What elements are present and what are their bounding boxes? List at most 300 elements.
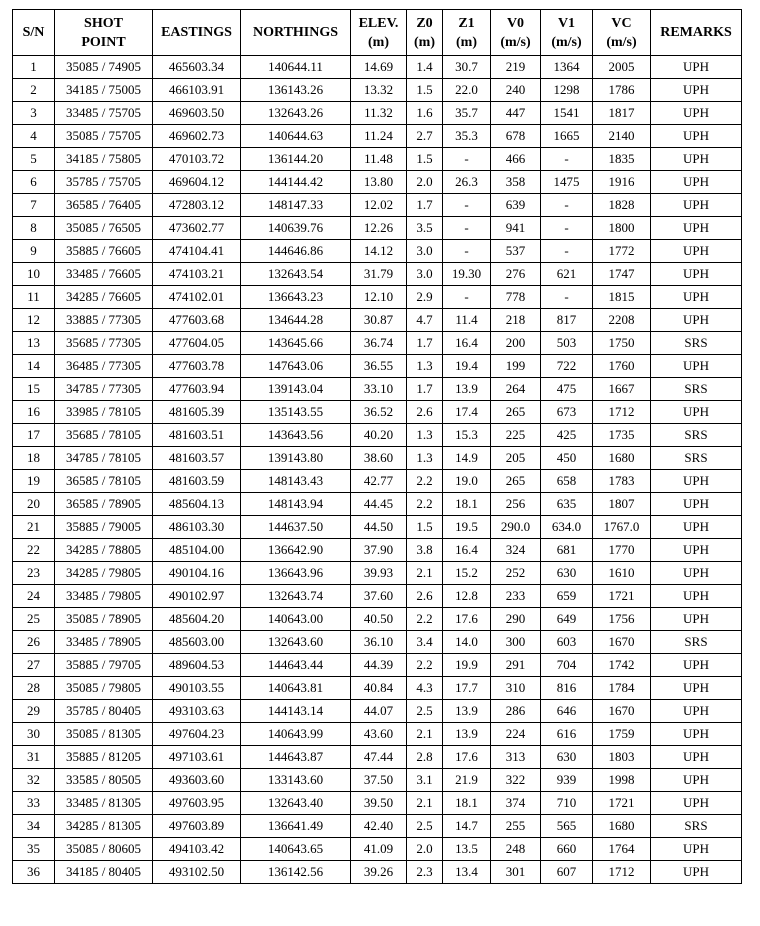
table-row	[13, 401, 742, 424]
table-cell-elevation: 11.24	[351, 125, 407, 148]
column-header-text: NORTHINGS	[252, 25, 339, 40]
table-cell-z1: 35.3	[443, 125, 491, 148]
table-cell-northings: 140643.81	[241, 677, 351, 700]
table-cell-v0: 265	[491, 401, 541, 424]
table-cell-shot-point: 36485 / 77305	[55, 355, 153, 378]
table-cell-northings: 136643.23	[241, 286, 351, 309]
table-cell-remarks: UPH	[651, 585, 742, 608]
table-cell-sn: 26	[13, 631, 55, 654]
table-cell-eastings: 494103.42	[153, 838, 241, 861]
table-cell-vc: 1772	[593, 240, 651, 263]
table-cell-sn: 8	[13, 217, 55, 240]
table-cell-v0: 219	[491, 56, 541, 79]
table-cell-vc: 1815	[593, 286, 651, 309]
table-cell-z0: 2.8	[407, 746, 443, 769]
table-row	[13, 286, 742, 309]
table-cell-eastings: 489604.53	[153, 654, 241, 677]
table-cell-vc: 1760	[593, 355, 651, 378]
table-cell-shot-point: 33585 / 80505	[55, 769, 153, 792]
table-cell-shot-point: 35785 / 80405	[55, 700, 153, 723]
table-cell-eastings: 497603.89	[153, 815, 241, 838]
table-cell-z0: 3.4	[407, 631, 443, 654]
column-header-shot-point	[55, 10, 153, 56]
table-cell-shot-point: 34285 / 81305	[55, 815, 153, 838]
table-cell-v0: 255	[491, 815, 541, 838]
table-cell-v1: -	[541, 286, 593, 309]
table-cell-sn: 9	[13, 240, 55, 263]
table-cell-v1: 565	[541, 815, 593, 838]
table-cell-elevation: 13.32	[351, 79, 407, 102]
survey-data-table	[12, 9, 742, 884]
table-cell-shot-point: 34185 / 75805	[55, 148, 153, 171]
table-cell-shot-point: 33485 / 78905	[55, 631, 153, 654]
table-row	[13, 562, 742, 585]
table-row	[13, 677, 742, 700]
table-cell-sn: 34	[13, 815, 55, 838]
table-cell-v0: 537	[491, 240, 541, 263]
column-header-text: V1	[557, 15, 576, 31]
table-cell-eastings: 497103.61	[153, 746, 241, 769]
table-row	[13, 332, 742, 355]
table-cell-sn: 4	[13, 125, 55, 148]
table-cell-shot-point: 36585 / 76405	[55, 194, 153, 217]
table-cell-v0: 678	[491, 125, 541, 148]
table-row	[13, 355, 742, 378]
table-cell-v0: 233	[491, 585, 541, 608]
table-cell-z0: 2.6	[407, 401, 443, 424]
table-cell-v0: 240	[491, 79, 541, 102]
table-cell-vc: 1770	[593, 539, 651, 562]
table-cell-z1: 14.9	[443, 447, 491, 470]
table-cell-elevation: 42.40	[351, 815, 407, 838]
table-cell-eastings: 465603.34	[153, 56, 241, 79]
table-cell-northings: 132643.74	[241, 585, 351, 608]
table-cell-eastings: 493103.63	[153, 700, 241, 723]
table-cell-z0: 2.0	[407, 838, 443, 861]
table-cell-v1: 646	[541, 700, 593, 723]
table-cell-z1: 15.2	[443, 562, 491, 585]
table-cell-v0: 447	[491, 102, 541, 125]
table-row	[13, 700, 742, 723]
table-cell-v0: 466	[491, 148, 541, 171]
column-header-text: (m/s)	[606, 34, 637, 50]
table-cell-remarks: UPH	[651, 240, 742, 263]
table-cell-vc: 1721	[593, 792, 651, 815]
table-cell-z1: -	[443, 194, 491, 217]
table-cell-z1: -	[443, 148, 491, 171]
column-header-v1	[541, 10, 593, 56]
table-cell-vc: 1742	[593, 654, 651, 677]
table-cell-vc: 1807	[593, 493, 651, 516]
table-cell-northings: 144637.50	[241, 516, 351, 539]
table-row	[13, 792, 742, 815]
table-cell-v1: 1364	[541, 56, 593, 79]
table-cell-elevation: 14.12	[351, 240, 407, 263]
table-cell-vc: 1998	[593, 769, 651, 792]
table-cell-z0: 1.4	[407, 56, 443, 79]
table-cell-vc: 1712	[593, 861, 651, 884]
table-cell-v0: 248	[491, 838, 541, 861]
column-header-text: V0	[506, 15, 525, 31]
table-cell-northings: 139143.80	[241, 447, 351, 470]
table-cell-northings: 132643.40	[241, 792, 351, 815]
table-cell-vc: 1764	[593, 838, 651, 861]
table-cell-z0: 2.1	[407, 562, 443, 585]
table-cell-v0: 290.0	[491, 516, 541, 539]
table-cell-elevation: 31.79	[351, 263, 407, 286]
table-cell-z0: 4.3	[407, 677, 443, 700]
table-cell-sn: 28	[13, 677, 55, 700]
table-cell-sn: 29	[13, 700, 55, 723]
table-cell-sn: 33	[13, 792, 55, 815]
table-cell-sn: 17	[13, 424, 55, 447]
table-cell-z1: 16.4	[443, 332, 491, 355]
table-cell-northings: 136643.96	[241, 562, 351, 585]
table-cell-remarks: UPH	[651, 102, 742, 125]
table-cell-remarks: UPH	[651, 355, 742, 378]
table-cell-v1: 634.0	[541, 516, 593, 539]
table-cell-z1: 13.9	[443, 378, 491, 401]
table-row	[13, 539, 742, 562]
table-cell-remarks: UPH	[651, 769, 742, 792]
header-row	[13, 10, 742, 56]
table-cell-z1: 17.6	[443, 608, 491, 631]
table-row	[13, 309, 742, 332]
table-cell-z1: 19.4	[443, 355, 491, 378]
table-cell-eastings: 486103.30	[153, 516, 241, 539]
table-cell-elevation: 47.44	[351, 746, 407, 769]
table-cell-sn: 5	[13, 148, 55, 171]
table-cell-shot-point: 34285 / 78805	[55, 539, 153, 562]
table-cell-vc: 1786	[593, 79, 651, 102]
table-cell-northings: 136642.90	[241, 539, 351, 562]
table-row	[13, 585, 742, 608]
table-cell-z1: 17.7	[443, 677, 491, 700]
table-cell-v1: 616	[541, 723, 593, 746]
table-cell-z1: 13.9	[443, 700, 491, 723]
table-cell-eastings: 469602.73	[153, 125, 241, 148]
table-cell-v0: 200	[491, 332, 541, 355]
table-cell-z1: 13.5	[443, 838, 491, 861]
column-header-text: Z0	[416, 15, 433, 31]
table-cell-sn: 19	[13, 470, 55, 493]
table-cell-eastings: 477604.05	[153, 332, 241, 355]
table-cell-elevation: 12.02	[351, 194, 407, 217]
table-cell-sn: 20	[13, 493, 55, 516]
table-cell-northings: 140639.76	[241, 217, 351, 240]
table-cell-northings: 132643.26	[241, 102, 351, 125]
table-cell-z1: 22.0	[443, 79, 491, 102]
table-cell-elevation: 37.90	[351, 539, 407, 562]
table-cell-eastings: 481603.51	[153, 424, 241, 447]
table-cell-v1: -	[541, 240, 593, 263]
table-row	[13, 171, 742, 194]
table-cell-vc: 1680	[593, 815, 651, 838]
table-row	[13, 493, 742, 516]
table-cell-z1: 30.7	[443, 56, 491, 79]
table-cell-v0: 358	[491, 171, 541, 194]
table-cell-z0: 2.1	[407, 723, 443, 746]
table-cell-northings: 144144.42	[241, 171, 351, 194]
table-cell-elevation: 38.60	[351, 447, 407, 470]
table-cell-z0: 1.6	[407, 102, 443, 125]
table-cell-elevation: 44.45	[351, 493, 407, 516]
table-cell-vc: 1835	[593, 148, 651, 171]
table-cell-elevation: 37.50	[351, 769, 407, 792]
table-cell-shot-point: 34185 / 75005	[55, 79, 153, 102]
table-cell-vc: 1756	[593, 608, 651, 631]
table-row	[13, 424, 742, 447]
table-row	[13, 56, 742, 79]
table-cell-eastings: 472803.12	[153, 194, 241, 217]
table-cell-z0: 2.2	[407, 470, 443, 493]
table-row	[13, 470, 742, 493]
table-cell-v1: 710	[541, 792, 593, 815]
table-cell-v1: 503	[541, 332, 593, 355]
table-cell-eastings: 490103.55	[153, 677, 241, 700]
column-header-z1	[443, 10, 491, 56]
table-row	[13, 769, 742, 792]
column-header-text: VC	[611, 15, 632, 31]
table-cell-sn: 6	[13, 171, 55, 194]
table-cell-elevation: 41.09	[351, 838, 407, 861]
table-cell-z1: 12.8	[443, 585, 491, 608]
table-cell-vc: 1784	[593, 677, 651, 700]
table-cell-sn: 1	[13, 56, 55, 79]
table-cell-shot-point: 35085 / 81305	[55, 723, 153, 746]
table-cell-remarks: UPH	[651, 194, 742, 217]
table-cell-z0: 2.0	[407, 171, 443, 194]
table-cell-eastings: 493603.60	[153, 769, 241, 792]
table-row	[13, 240, 742, 263]
table-cell-sn: 13	[13, 332, 55, 355]
table-cell-sn: 32	[13, 769, 55, 792]
table-cell-z1: 17.4	[443, 401, 491, 424]
table-cell-eastings: 485604.20	[153, 608, 241, 631]
table-cell-sn: 16	[13, 401, 55, 424]
table-row	[13, 194, 742, 217]
table-cell-z1: -	[443, 240, 491, 263]
table-cell-vc: 1817	[593, 102, 651, 125]
table-cell-v0: 256	[491, 493, 541, 516]
table-cell-elevation: 36.55	[351, 355, 407, 378]
table-cell-remarks: UPH	[651, 654, 742, 677]
table-cell-v0: 199	[491, 355, 541, 378]
table-cell-z1: 26.3	[443, 171, 491, 194]
table-cell-z0: 2.5	[407, 700, 443, 723]
table-cell-v0: 941	[491, 217, 541, 240]
table-cell-remarks: UPH	[651, 838, 742, 861]
table-cell-z0: 2.7	[407, 125, 443, 148]
table-cell-shot-point: 35085 / 79805	[55, 677, 153, 700]
table-cell-elevation: 43.60	[351, 723, 407, 746]
table-cell-v1: -	[541, 148, 593, 171]
column-header-text: Z1	[458, 15, 475, 31]
table-cell-shot-point: 35885 / 79005	[55, 516, 153, 539]
table-cell-z1: 18.1	[443, 493, 491, 516]
table-cell-vc: 1916	[593, 171, 651, 194]
table-cell-eastings: 477603.78	[153, 355, 241, 378]
table-cell-shot-point: 36585 / 78905	[55, 493, 153, 516]
table-cell-northings: 140644.63	[241, 125, 351, 148]
table-cell-elevation: 40.84	[351, 677, 407, 700]
table-cell-sn: 30	[13, 723, 55, 746]
table-cell-z0: 1.7	[407, 378, 443, 401]
table-cell-eastings: 485604.13	[153, 493, 241, 516]
table-cell-elevation: 44.50	[351, 516, 407, 539]
table-cell-v1: -	[541, 194, 593, 217]
table-row	[13, 79, 742, 102]
table-cell-northings: 144143.14	[241, 700, 351, 723]
table-cell-vc: 1680	[593, 447, 651, 470]
table-cell-vc: 2140	[593, 125, 651, 148]
table-cell-remarks: UPH	[651, 746, 742, 769]
table-row	[13, 263, 742, 286]
column-header-northings	[241, 10, 351, 56]
table-cell-northings: 136142.56	[241, 861, 351, 884]
table-cell-z1: 21.9	[443, 769, 491, 792]
table-row	[13, 608, 742, 631]
table-row	[13, 861, 742, 884]
table-cell-remarks: UPH	[651, 470, 742, 493]
table-cell-sn: 24	[13, 585, 55, 608]
table-cell-sn: 25	[13, 608, 55, 631]
table-cell-z0: 3.0	[407, 240, 443, 263]
table-row	[13, 631, 742, 654]
table-cell-z1: 15.3	[443, 424, 491, 447]
column-header-eastings	[153, 10, 241, 56]
table-cell-northings: 132643.60	[241, 631, 351, 654]
table-cell-v0: 374	[491, 792, 541, 815]
table-cell-v0: 264	[491, 378, 541, 401]
table-cell-sn: 7	[13, 194, 55, 217]
table-cell-remarks: SRS	[651, 631, 742, 654]
table-cell-northings: 143643.56	[241, 424, 351, 447]
table-cell-v1: 816	[541, 677, 593, 700]
column-header-z0	[407, 10, 443, 56]
table-cell-northings: 140643.65	[241, 838, 351, 861]
table-cell-shot-point: 33885 / 77305	[55, 309, 153, 332]
table-cell-v0: 276	[491, 263, 541, 286]
table-cell-shot-point: 35885 / 76605	[55, 240, 153, 263]
table-cell-shot-point: 35685 / 77305	[55, 332, 153, 355]
column-header-v0	[491, 10, 541, 56]
table-cell-vc: 1721	[593, 585, 651, 608]
table-cell-elevation: 37.60	[351, 585, 407, 608]
table-cell-elevation: 36.74	[351, 332, 407, 355]
table-cell-elevation: 12.10	[351, 286, 407, 309]
column-header-text: POINT	[81, 34, 126, 50]
table-cell-v0: 291	[491, 654, 541, 677]
table-cell-z0: 1.7	[407, 194, 443, 217]
table-cell-z0: 1.3	[407, 424, 443, 447]
table-cell-v1: 475	[541, 378, 593, 401]
table-cell-z1: 14.7	[443, 815, 491, 838]
table-cell-remarks: UPH	[651, 723, 742, 746]
table-cell-z1: 11.4	[443, 309, 491, 332]
table-cell-sn: 12	[13, 309, 55, 332]
table-cell-z0: 2.2	[407, 608, 443, 631]
table-cell-sn: 35	[13, 838, 55, 861]
table-cell-eastings: 490104.16	[153, 562, 241, 585]
table-row	[13, 746, 742, 769]
column-header-text: (m)	[456, 34, 477, 50]
table-cell-remarks: UPH	[651, 309, 742, 332]
table-cell-shot-point: 33985 / 78105	[55, 401, 153, 424]
table-cell-shot-point: 33485 / 81305	[55, 792, 153, 815]
table-cell-vc: 1783	[593, 470, 651, 493]
table-cell-z1: 13.9	[443, 723, 491, 746]
column-header-text: (m/s)	[551, 34, 582, 50]
table-cell-shot-point: 35885 / 79705	[55, 654, 153, 677]
table-cell-z0: 3.8	[407, 539, 443, 562]
table-cell-northings: 136143.26	[241, 79, 351, 102]
table-cell-v1: 1541	[541, 102, 593, 125]
table-row	[13, 447, 742, 470]
table-cell-eastings: 481603.57	[153, 447, 241, 470]
table-cell-remarks: UPH	[651, 539, 742, 562]
table-cell-vc: 1750	[593, 332, 651, 355]
table-cell-vc: 1735	[593, 424, 651, 447]
table-cell-vc: 1767.0	[593, 516, 651, 539]
table-cell-v1: 1475	[541, 171, 593, 194]
table-cell-z0: 1.5	[407, 516, 443, 539]
table-cell-remarks: UPH	[651, 792, 742, 815]
table-row	[13, 723, 742, 746]
table-cell-z0: 1.5	[407, 79, 443, 102]
column-header-text: ELEV.	[358, 15, 399, 31]
table-cell-v1: 425	[541, 424, 593, 447]
table-cell-northings: 140643.99	[241, 723, 351, 746]
table-cell-vc: 2208	[593, 309, 651, 332]
table-cell-vc: 1803	[593, 746, 651, 769]
table-cell-z0: 2.2	[407, 493, 443, 516]
table-cell-shot-point: 35685 / 78105	[55, 424, 153, 447]
table-cell-eastings: 497604.23	[153, 723, 241, 746]
table-cell-remarks: SRS	[651, 447, 742, 470]
table-cell-vc: 1828	[593, 194, 651, 217]
table-cell-z0: 2.6	[407, 585, 443, 608]
column-header-sn	[13, 10, 55, 56]
table-cell-v0: 322	[491, 769, 541, 792]
table-cell-vc: 1670	[593, 700, 651, 723]
table-cell-eastings: 481605.39	[153, 401, 241, 424]
table-cell-elevation: 39.93	[351, 562, 407, 585]
table-row	[13, 815, 742, 838]
table-cell-shot-point: 33485 / 79805	[55, 585, 153, 608]
table-cell-vc: 1712	[593, 401, 651, 424]
table-cell-elevation: 13.80	[351, 171, 407, 194]
table-cell-eastings: 474103.21	[153, 263, 241, 286]
table-cell-elevation: 36.52	[351, 401, 407, 424]
table-cell-z1: 17.6	[443, 746, 491, 769]
table-cell-shot-point: 35785 / 75705	[55, 171, 153, 194]
table-cell-vc: 1610	[593, 562, 651, 585]
table-cell-shot-point: 34285 / 79805	[55, 562, 153, 585]
column-header-text: S/N	[22, 25, 45, 40]
table-cell-v0: 639	[491, 194, 541, 217]
table-cell-remarks: UPH	[651, 493, 742, 516]
table-cell-v0: 300	[491, 631, 541, 654]
table-cell-v0: 301	[491, 861, 541, 884]
table-cell-vc: 2005	[593, 56, 651, 79]
table-cell-v0: 778	[491, 286, 541, 309]
table-cell-eastings: 477603.68	[153, 309, 241, 332]
table-cell-remarks: UPH	[651, 125, 742, 148]
table-cell-remarks: UPH	[651, 608, 742, 631]
table-cell-z1: -	[443, 286, 491, 309]
table-cell-sn: 3	[13, 102, 55, 125]
